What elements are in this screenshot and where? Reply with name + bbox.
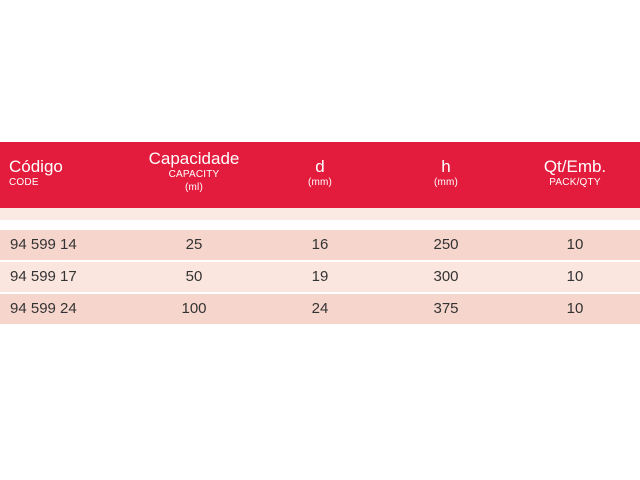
header-capacity-sub: CAPACITY xyxy=(168,169,220,180)
table-header xyxy=(0,142,640,208)
header-d-label: d xyxy=(315,157,325,176)
header-qt xyxy=(520,158,630,224)
cell-d: 19 xyxy=(311,268,329,285)
header-qt-label: Qt/Emb. xyxy=(543,157,607,176)
table-row xyxy=(0,294,640,326)
cell-d: 24 xyxy=(311,300,329,317)
header-code-label: Código xyxy=(9,157,63,176)
cell-qt: 10 xyxy=(566,300,584,317)
cell-qt: 10 xyxy=(566,268,584,285)
cell-capacity: 50 xyxy=(185,268,203,285)
cell-d: 16 xyxy=(311,236,329,253)
table-row xyxy=(0,262,640,294)
header-code xyxy=(9,158,63,224)
cell-h: 250 xyxy=(433,236,459,253)
cell-h: 300 xyxy=(433,268,459,285)
cell-code: 94 599 14 xyxy=(10,236,77,253)
cell-capacity: 100 xyxy=(181,300,207,317)
header-d xyxy=(284,158,356,224)
header-qt-sub: PACK/QTY xyxy=(549,177,601,188)
cell-code: 94 599 17 xyxy=(10,268,77,285)
cell-h: 375 xyxy=(433,300,459,317)
product-table xyxy=(0,142,640,326)
header-d-unit: (mm) xyxy=(307,177,333,188)
table-row xyxy=(0,230,640,262)
cell-code: 94 599 24 xyxy=(10,300,77,317)
header-code-sub: CODE xyxy=(9,177,39,188)
cell-qt: 10 xyxy=(566,236,584,253)
cell-capacity: 25 xyxy=(185,236,203,253)
header-capacity-label: Capacidade xyxy=(148,149,240,168)
header-h xyxy=(410,158,482,224)
header-h-label: h xyxy=(441,157,451,176)
header-h-unit: (mm) xyxy=(433,177,459,188)
header-capacity xyxy=(130,150,258,216)
header-capacity-unit: (ml) xyxy=(184,182,203,193)
